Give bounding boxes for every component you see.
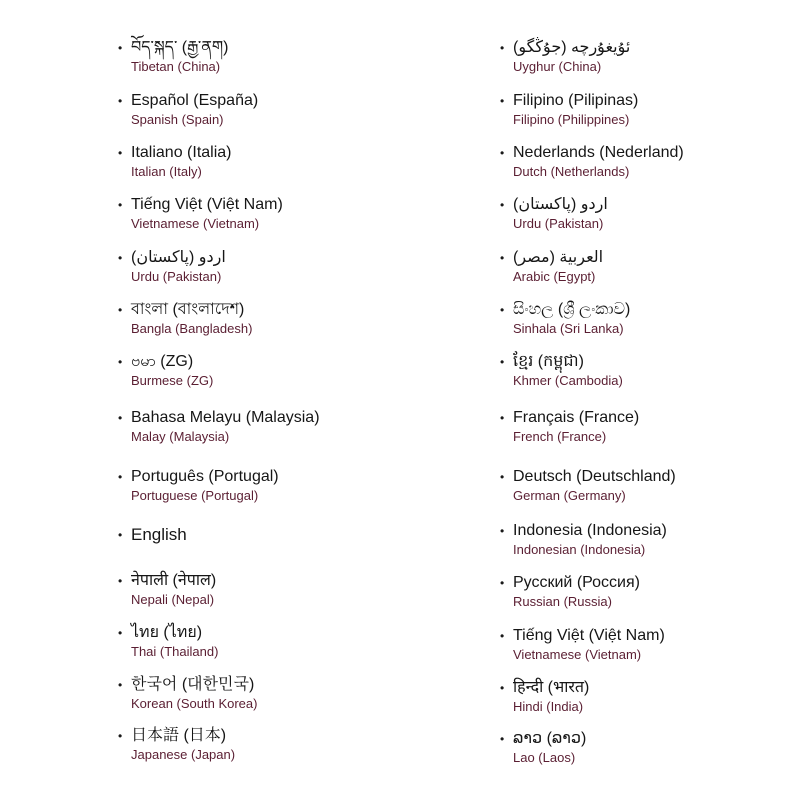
bullet: • [500, 470, 505, 484]
language-english-name: Dutch (Netherlands) [513, 164, 630, 179]
language-native-name: Tiếng Việt (Việt Nam) [513, 627, 665, 644]
language-native-name: اردو (پاکستان) [131, 249, 226, 266]
bullet: • [118, 303, 123, 317]
language-native-name: اردو (پاکستان) [513, 196, 608, 213]
language-english-name: Portuguese (Portugal) [131, 488, 259, 503]
language-english-name: Lao (Laos) [513, 750, 576, 765]
language-native-name: Русский (Россия) [513, 574, 640, 591]
bullet: • [500, 146, 505, 160]
language-english-name: Urdu (Pakistan) [131, 269, 222, 284]
language-native-name: हिन्दी (भारत) [513, 679, 590, 696]
bullet: • [118, 729, 123, 743]
language-english-name: Hindi (India) [513, 699, 584, 714]
bullet: • [500, 576, 505, 590]
language-english-name: German (Germany) [513, 488, 626, 503]
bullet: • [500, 411, 505, 425]
bullet: • [500, 355, 505, 369]
language-english-name: Indonesian (Indonesia) [513, 542, 646, 557]
bullet: • [500, 732, 505, 746]
bullet: • [118, 470, 123, 484]
language-english-name: Korean (South Korea) [131, 696, 258, 711]
language-native-name: Bahasa Melayu (Malaysia) [131, 409, 320, 426]
language-english-name: Thai (Thailand) [131, 644, 219, 659]
bullet: • [118, 94, 123, 108]
language-native-name: العربية (مصر) [513, 249, 604, 266]
language-english-name: Spanish (Spain) [131, 112, 224, 127]
language-native-name: বাংলা (বাংলাদেশ) [131, 301, 245, 318]
language-native-name: Filipino (Pilipinas) [513, 92, 639, 109]
language-english-name: Khmer (Cambodia) [513, 373, 623, 388]
language-native-name: བོད་སྐད་ (རྒྱ་ནག) [131, 39, 229, 56]
language-english-name: Japanese (Japan) [131, 747, 236, 762]
language-english-name: Burmese (ZG) [131, 373, 214, 388]
language-english-name: Italian (Italy) [131, 164, 202, 179]
language-native-name: English [131, 525, 187, 544]
language-native-name: Italiano (Italia) [131, 144, 232, 161]
bullet: • [500, 303, 505, 317]
language-english-name: Nepali (Nepal) [131, 592, 215, 607]
language-english-name: French (France) [513, 429, 607, 444]
language-english-name: Tibetan (China) [131, 59, 221, 74]
language-english-name: Filipino (Philippines) [513, 112, 630, 127]
language-native-name: Nederlands (Nederland) [513, 144, 684, 161]
bullet: • [118, 626, 123, 640]
language-english-name: Bangla (Bangladesh) [131, 321, 253, 336]
language-native-name: 한국어 (대한민국) [131, 676, 255, 693]
bullet: • [118, 251, 123, 265]
language-native-name: 日本語 (日本) [131, 727, 227, 744]
bullet: • [500, 629, 505, 643]
language-native-name: ไทย (ไทย) [131, 624, 203, 641]
bullet: • [118, 146, 123, 160]
language-native-name: ລາວ (ລາວ) [513, 730, 587, 747]
bullet: • [500, 251, 505, 265]
bullet: • [118, 355, 123, 369]
language-native-name: Deutsch (Deutschland) [513, 468, 676, 485]
language-native-name: සිංහල (ශ්‍රී ලංකාව) [513, 301, 631, 318]
language-english-name: Sinhala (Sri Lanka) [513, 321, 624, 336]
bullet: • [500, 524, 505, 538]
language-native-name: Tiếng Việt (Việt Nam) [131, 196, 283, 213]
bullet: • [500, 41, 505, 55]
bullet: • [118, 528, 123, 542]
bullet: • [500, 198, 505, 212]
bullet: • [500, 94, 505, 108]
language-native-name: ဗမာ (ZG) [131, 353, 194, 370]
language-native-name: ئۇيغۇرچە (جۇڭگو) [513, 39, 631, 56]
language-english-name: Malay (Malaysia) [131, 429, 230, 444]
language-english-name: Vietnamese (Vietnam) [513, 647, 642, 662]
language-english-name: Uyghur (China) [513, 59, 602, 74]
language-native-name: ខ្មែរ (កម្ពុជា) [513, 353, 584, 370]
language-native-name: Português (Portugal) [131, 468, 279, 485]
language-english-name: Arabic (Egypt) [513, 269, 596, 284]
bullet: • [118, 411, 123, 425]
language-english-name: Urdu (Pakistan) [513, 216, 604, 231]
language-native-name: Français (France) [513, 409, 640, 426]
language-native-name: नेपाली (नेपाल) [131, 572, 217, 589]
language-native-name: Español (España) [131, 92, 259, 109]
language-native-name: Indonesia (Indonesia) [513, 522, 667, 539]
language-english-name: Vietnamese (Vietnam) [131, 216, 260, 231]
language-english-name: Russian (Russia) [513, 594, 612, 609]
bullet: • [118, 678, 123, 692]
bullet: • [118, 574, 123, 588]
bullet: • [118, 41, 123, 55]
bullet: • [500, 681, 505, 695]
bullet: • [118, 198, 123, 212]
